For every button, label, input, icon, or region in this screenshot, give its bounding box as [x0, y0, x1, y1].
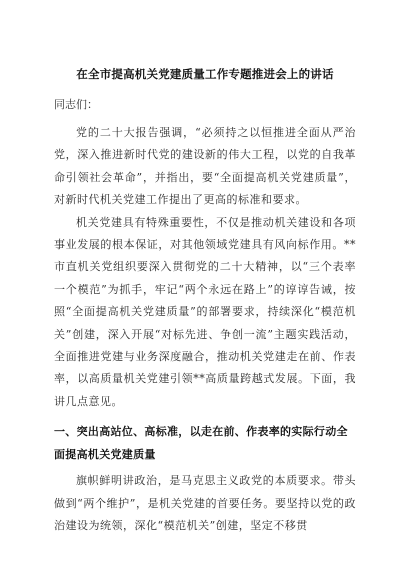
section-heading: 一、突出高站位、高标准，以走在前、作表率的实际行动全面提高机关党建质量 [54, 425, 348, 461]
greeting: 同志们： [54, 98, 98, 111]
paragraph-2: 机关党建具有特殊重要性，不仅是推动机关建设和各项事业发展的根本保证，对其他领域党建具有风向标作用。**市直机关党组织要深入贯彻党的二十大精神，以“三个表率一个模范”为抓手，牢记“两个永远在路上”的谆谆告诫，按照“全面提高机关党建质量”的部署要求，持续深化“模范机关”创建，深入开展“对标先进、争创一流”主题实践活动，全面推进党建与业务深度融合，推动机关党建走在前、作表率，以高质量机关党建引领**高质量跨越式发展。下面，我讲几点意见。 [54, 215, 356, 408]
document-title: 在全市提高机关党建质量工作专题推进会上的讲话 [76, 67, 334, 81]
document-body [54, 122, 356, 537]
section-paragraph: 旗帜鲜明讲政治，是马克思主义政党的本质要求。带头做到“两个维护”，是机关党建的首要任务。要坚持以党的政治建设为统领，深化“模范机关”创建，坚定不移贯 [54, 474, 356, 532]
paragraph-1: 党的二十大报告强调，“必须持之以恒推进全面从严治党，深入推进新时代党的建设新的伟大工程，以党的自我革命引领社会革命”，并指出，要“全面提高机关党建质量”，对新时代机关党建工作提出了更高的标准和要求。 [54, 126, 356, 207]
